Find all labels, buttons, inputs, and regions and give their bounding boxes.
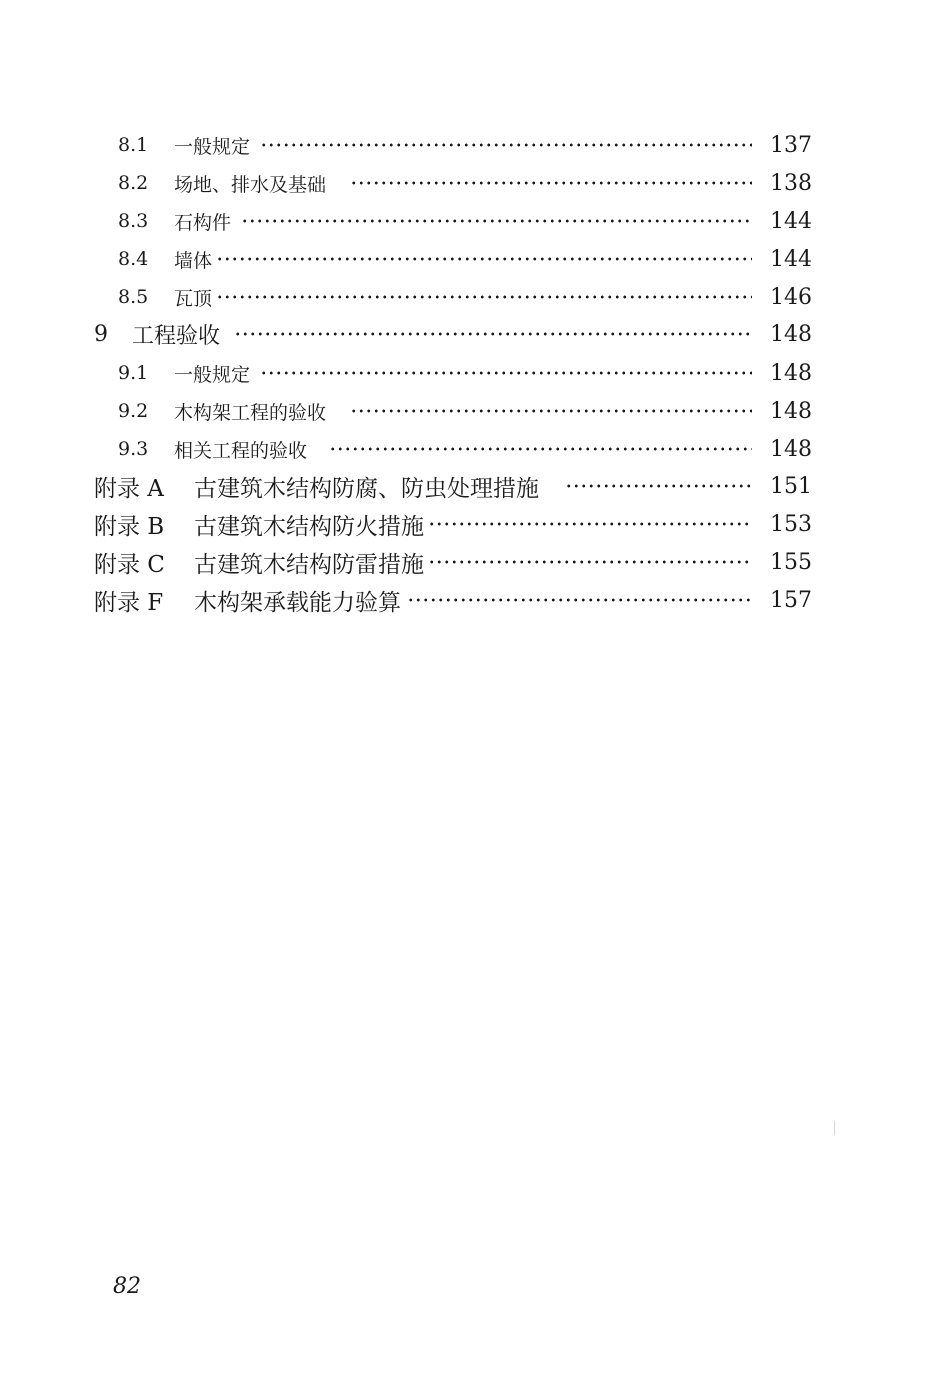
toc-entry-title: 木构架工程的验收 [174,401,327,424]
toc-entry-page: 151 [770,473,812,499]
toc-entry-page: 148 [770,321,812,347]
toc-entry-title: 古建筑木结构防腐、防虫处理措施 [194,475,539,502]
toc-entry-title: 木构架承载能力验算 [194,589,401,616]
toc-entry-9-1[interactable] [118,355,812,391]
toc-entry-page: 138 [770,170,812,196]
leader-dots [260,371,752,375]
toc-entry-8-3[interactable] [118,203,812,239]
toc-entry-8-2[interactable] [118,165,812,201]
toc-entry-number: 9 [94,321,108,347]
toc-entry-title: 古建筑木结构防火措施 [194,513,424,540]
toc-entry-number: 9.1 [118,362,149,384]
toc-entry-title: 场地、排水及基础 [174,173,327,196]
toc-entry-page: 148 [770,360,812,386]
toc-entry-page: 148 [770,398,812,424]
toc-entry-number: 附录 B [94,513,165,540]
toc-entry-number: 附录 F [94,589,164,616]
toc-entry-chapter-9[interactable] [94,316,812,352]
toc-entry-number: 8.3 [118,210,149,232]
toc-entry-title: 墙体 [174,249,213,272]
toc-entry-number: 附录 C [94,551,165,578]
toc-entry-appendix-b[interactable] [94,506,812,542]
toc-entry-number: 8.5 [118,286,149,308]
toc-entry-page: 155 [770,549,812,575]
toc-entry-page: 137 [770,132,812,158]
toc-entry-title: 一般规定 [174,363,251,386]
leader-dots [350,181,752,185]
toc-entry-page: 144 [770,246,812,272]
toc-entry-number: 8.4 [118,248,149,270]
toc-entry-title: 瓦顶 [174,287,213,310]
toc-entry-number: 9.2 [118,400,149,422]
leader-dots [428,560,752,564]
scan-mark [834,1121,835,1135]
toc-entry-9-3[interactable] [118,431,812,467]
toc-entry-title: 石构件 [174,211,232,234]
leader-dots [428,522,752,526]
leader-dots [216,257,752,261]
toc-entry-title: 一般规定 [174,135,251,158]
leader-dots [565,484,752,488]
toc-entry-title: 相关工程的验收 [174,439,308,462]
toc-entry-number: 附录 A [94,475,164,502]
toc-entry-title: 古建筑木结构防雷措施 [194,551,424,578]
toc-entry-appendix-c[interactable] [94,544,812,580]
leader-dots [241,219,752,223]
toc-entry-page: 146 [770,284,812,310]
leader-dots [407,598,752,602]
toc-entry-number: 8.1 [118,134,149,156]
toc-entry-page: 153 [770,511,812,537]
leader-dots [234,332,752,336]
toc-entry-page: 148 [770,436,812,462]
toc-entry-page: 157 [770,587,812,613]
toc-entry-appendix-a[interactable] [94,468,812,504]
toc-entry-8-4[interactable] [118,241,812,277]
toc-entry-appendix-f[interactable] [94,582,812,618]
toc-entry-9-2[interactable] [118,393,812,429]
toc-entry-page: 144 [770,208,812,234]
toc-entry-8-1[interactable] [118,127,812,163]
leader-dots [216,295,752,299]
leader-dots [329,447,752,451]
leader-dots [260,143,752,147]
toc-entry-number: 8.2 [118,172,149,194]
toc-entry-8-5[interactable] [118,279,812,315]
leader-dots [350,409,752,413]
toc-entry-title: 工程验收 [132,323,221,349]
page-number: 82 [113,1274,141,1299]
toc-entry-number: 9.3 [118,438,149,460]
